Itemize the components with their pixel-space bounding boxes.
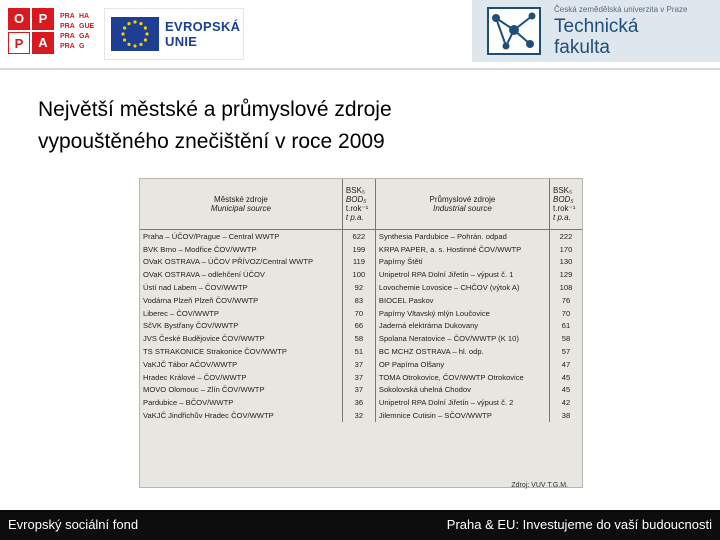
industrial-value-cell: 57	[561, 347, 571, 357]
technicka-fakulta-logo	[472, 0, 720, 62]
municipal-value-cell: 100	[342, 268, 375, 281]
industrial-value-cell: 129	[559, 270, 573, 280]
opp-logo-letter: P	[8, 32, 30, 54]
industrial-source-cell: Jilemnice Cutisin – SČOV/WWTP	[375, 409, 549, 422]
industrial-source-cell: Papírny Vltavský mlýn Loučovice	[375, 307, 549, 320]
eu-logo	[104, 8, 244, 60]
table-row	[140, 268, 582, 281]
unit-label: t.rok⁻¹	[553, 204, 576, 213]
table-row	[140, 230, 582, 243]
footer-right-text: Praha & EU: Investujeme do vaší budoucnosti	[446, 517, 712, 532]
slide-title	[38, 94, 678, 158]
industrial-value-cell: 45	[561, 372, 571, 382]
industrial-value-cell: 42	[561, 398, 571, 408]
municipal-value-cell: 70	[342, 307, 375, 320]
eu-flag-icon	[111, 17, 159, 51]
municipal-value-cell: 58	[342, 332, 375, 345]
faculty-name-line2: fakulta	[554, 37, 610, 58]
industrial-value-cell: 108	[559, 283, 573, 293]
industrial-source-cell: BC MCHZ OSTRAVA – hl. odp.	[375, 345, 549, 358]
industrial-source-cell: Sokolovská uhelná Chodov	[375, 384, 549, 397]
header-divider	[0, 68, 720, 70]
eu-logo-text	[165, 19, 240, 49]
industrial-source-cell: KRPA PAPER, a. s. Hostinné ČOV/WWTP	[375, 243, 549, 256]
bod-label: BOD₅	[345, 195, 367, 204]
table-row	[140, 294, 582, 307]
industrial-value-cell: 47	[561, 359, 571, 369]
table-row	[140, 396, 582, 409]
opp-grid-cell: PRA	[60, 43, 75, 50]
table-row	[140, 243, 582, 256]
table-header-row	[140, 179, 582, 230]
table-source-note: Zdroj: VUV T.G.M.	[511, 482, 568, 489]
municipal-header-cz: Městské zdroje	[214, 195, 268, 204]
slide-title-line1: Největší městské a průmyslové zdroje	[38, 98, 392, 121]
industrial-value-cell: 222	[559, 231, 573, 241]
industrial-source-cell: TOMA Otrokovice, ČOV/WWTP Otrokovice	[375, 371, 549, 384]
industrial-source-cell: Synthesia Pardubice – Pohrán. odpad	[375, 230, 549, 243]
opp-logo-praha-grid	[60, 12, 102, 54]
opp-logo	[8, 8, 98, 54]
industrial-source-cell: Spolana Neratovice – ČOV/WWTP (K 10)	[375, 332, 549, 345]
table-row	[140, 307, 582, 320]
municipal-bsk-header	[342, 179, 375, 230]
table-row	[140, 371, 582, 384]
municipal-value-cell: 37	[342, 358, 375, 371]
unit-label-en: t p.a.	[553, 213, 571, 222]
municipal-source-cell: VaKJČ Tábor AČOV/WWTP	[140, 358, 342, 371]
industrial-header-en: Industrial source	[433, 204, 492, 213]
municipal-source-cell: Hradec Králové – ČOV/WWTP	[140, 371, 342, 384]
eu-logo-line1: EVROPSKÁ	[165, 19, 241, 34]
opp-grid-cell: G	[79, 43, 85, 50]
faculty-name	[554, 16, 639, 58]
industrial-value-cell: 58	[561, 334, 571, 344]
municipal-value-cell: 32	[342, 409, 375, 422]
table-row	[140, 281, 582, 294]
industrial-source-cell: Unipetrol RPA Dolní Jiřetín – výpust č. 1	[375, 268, 549, 281]
table-row	[140, 409, 582, 422]
eu-logo-line2: UNIE	[165, 34, 198, 49]
municipal-value-cell: 66	[342, 320, 375, 333]
municipal-source-cell: OVaK OSTRAVA – ÚČOV PŘÍVOZ/Central WWTP	[140, 256, 342, 269]
industrial-value-cell: 45	[561, 385, 571, 395]
table-row	[140, 358, 582, 371]
municipal-source-cell: Praha – ÚČOV/Prague – Central WWTP	[140, 230, 342, 243]
industrial-header	[375, 179, 549, 230]
municipal-value-cell: 622	[342, 230, 375, 243]
industrial-source-cell: BIOCEL Paskov	[375, 294, 549, 307]
municipal-source-cell: VaKJČ Jindřichův Hradec ČOV/WWTP	[140, 409, 342, 422]
industrial-bsk-header	[550, 179, 583, 230]
opp-logo-letter: P	[32, 8, 54, 30]
municipal-value-cell: 92	[342, 281, 375, 294]
opp-grid-cell: GA	[79, 33, 90, 40]
opp-logo-letter: A	[32, 32, 54, 54]
opp-logo-letter: O	[8, 8, 30, 30]
industrial-value-cell: 61	[561, 321, 571, 331]
municipal-source-cell: OVaK OSTRAVA – odlehčení ÚČOV	[140, 268, 342, 281]
header	[0, 0, 720, 68]
industrial-source-cell: Papírny Štětí	[375, 256, 549, 269]
opp-grid-cell: GUE	[79, 23, 95, 30]
pollution-sources-table	[139, 178, 583, 488]
table-row	[140, 332, 582, 345]
municipal-source-cell: SčVK Bystřany ČOV/WWTP	[140, 320, 342, 333]
bod-label: BOD₅	[553, 195, 574, 204]
municipal-value-cell: 37	[342, 371, 375, 384]
bsk-label: BSK₅	[553, 186, 573, 195]
footer-left-text: Evropský sociální fond	[8, 517, 139, 532]
university-name: Česká zemědělská univerzita v Praze	[554, 5, 688, 14]
table-body	[140, 230, 582, 422]
municipal-value-cell: 51	[342, 345, 375, 358]
industrial-value-cell: 38	[561, 411, 571, 421]
municipal-source-cell: Vodárna Plzeň Plzeň ČOV/WWTP	[140, 294, 342, 307]
municipal-value-cell: 83	[342, 294, 375, 307]
sources-table	[140, 179, 582, 422]
industrial-source-cell: Lovochemie Lovosice – CHČOV (výtok A)	[375, 281, 549, 294]
slide-title-line2: vypouštěného znečištění v roce 2009	[38, 130, 385, 153]
footer	[0, 510, 720, 540]
municipal-value-cell: 37	[342, 384, 375, 397]
industrial-source-cell: OP Papírna Olšany	[375, 358, 549, 371]
table-row	[140, 384, 582, 397]
municipal-value-cell: 119	[342, 256, 375, 269]
municipal-value-cell: 36	[342, 396, 375, 409]
table-row	[140, 320, 582, 333]
bsk-label: BSK₅	[345, 186, 366, 195]
municipal-value-cell: 199	[342, 243, 375, 256]
municipal-source-cell: BVK Brno – Modřice ČOV/WWTP	[140, 243, 342, 256]
unit-label: t.rok⁻¹	[345, 204, 369, 213]
table-row	[140, 345, 582, 358]
municipal-source-cell: Ústí nad Labem – ČOV/WWTP	[140, 281, 342, 294]
municipal-source-cell: MOVO Olomouc – Zlín ČOV/WWTP	[140, 384, 342, 397]
industrial-value-cell: 70	[561, 308, 571, 318]
opp-grid-cell: HA	[79, 13, 90, 20]
industrial-source-cell: Jaderná elektrárna Dukovany	[375, 320, 549, 333]
table-row	[140, 256, 582, 269]
network-emblem-icon	[486, 6, 542, 56]
municipal-header-en: Municipal source	[210, 204, 271, 213]
municipal-source-cell: JVS České Budějovice ČOV/WWTP	[140, 332, 342, 345]
industrial-header-cz: Průmyslové zdroje	[429, 195, 496, 204]
opp-grid-cell: PRA	[60, 33, 75, 40]
municipal-header	[140, 179, 342, 230]
faculty-name-line1: Technická	[554, 16, 639, 37]
industrial-value-cell: 130	[559, 257, 573, 267]
municipal-source-cell: Pardubice – BČOV/WWTP	[140, 396, 342, 409]
industrial-value-cell: 76	[561, 295, 571, 305]
opp-grid-cell: PRA	[60, 23, 75, 30]
municipal-source-cell: TS STRAKONICE Strakonice ČOV/WWTP	[140, 345, 342, 358]
industrial-value-cell: 170	[559, 244, 573, 254]
unit-label-en: t p.a.	[345, 213, 364, 222]
industrial-source-cell: Unipetrol RPA Dolní Jiřetín – výpust č. 2	[375, 396, 549, 409]
opp-grid-cell: PRA	[60, 13, 75, 20]
municipal-source-cell: Liberec – ČOV/WWTP	[140, 307, 342, 320]
